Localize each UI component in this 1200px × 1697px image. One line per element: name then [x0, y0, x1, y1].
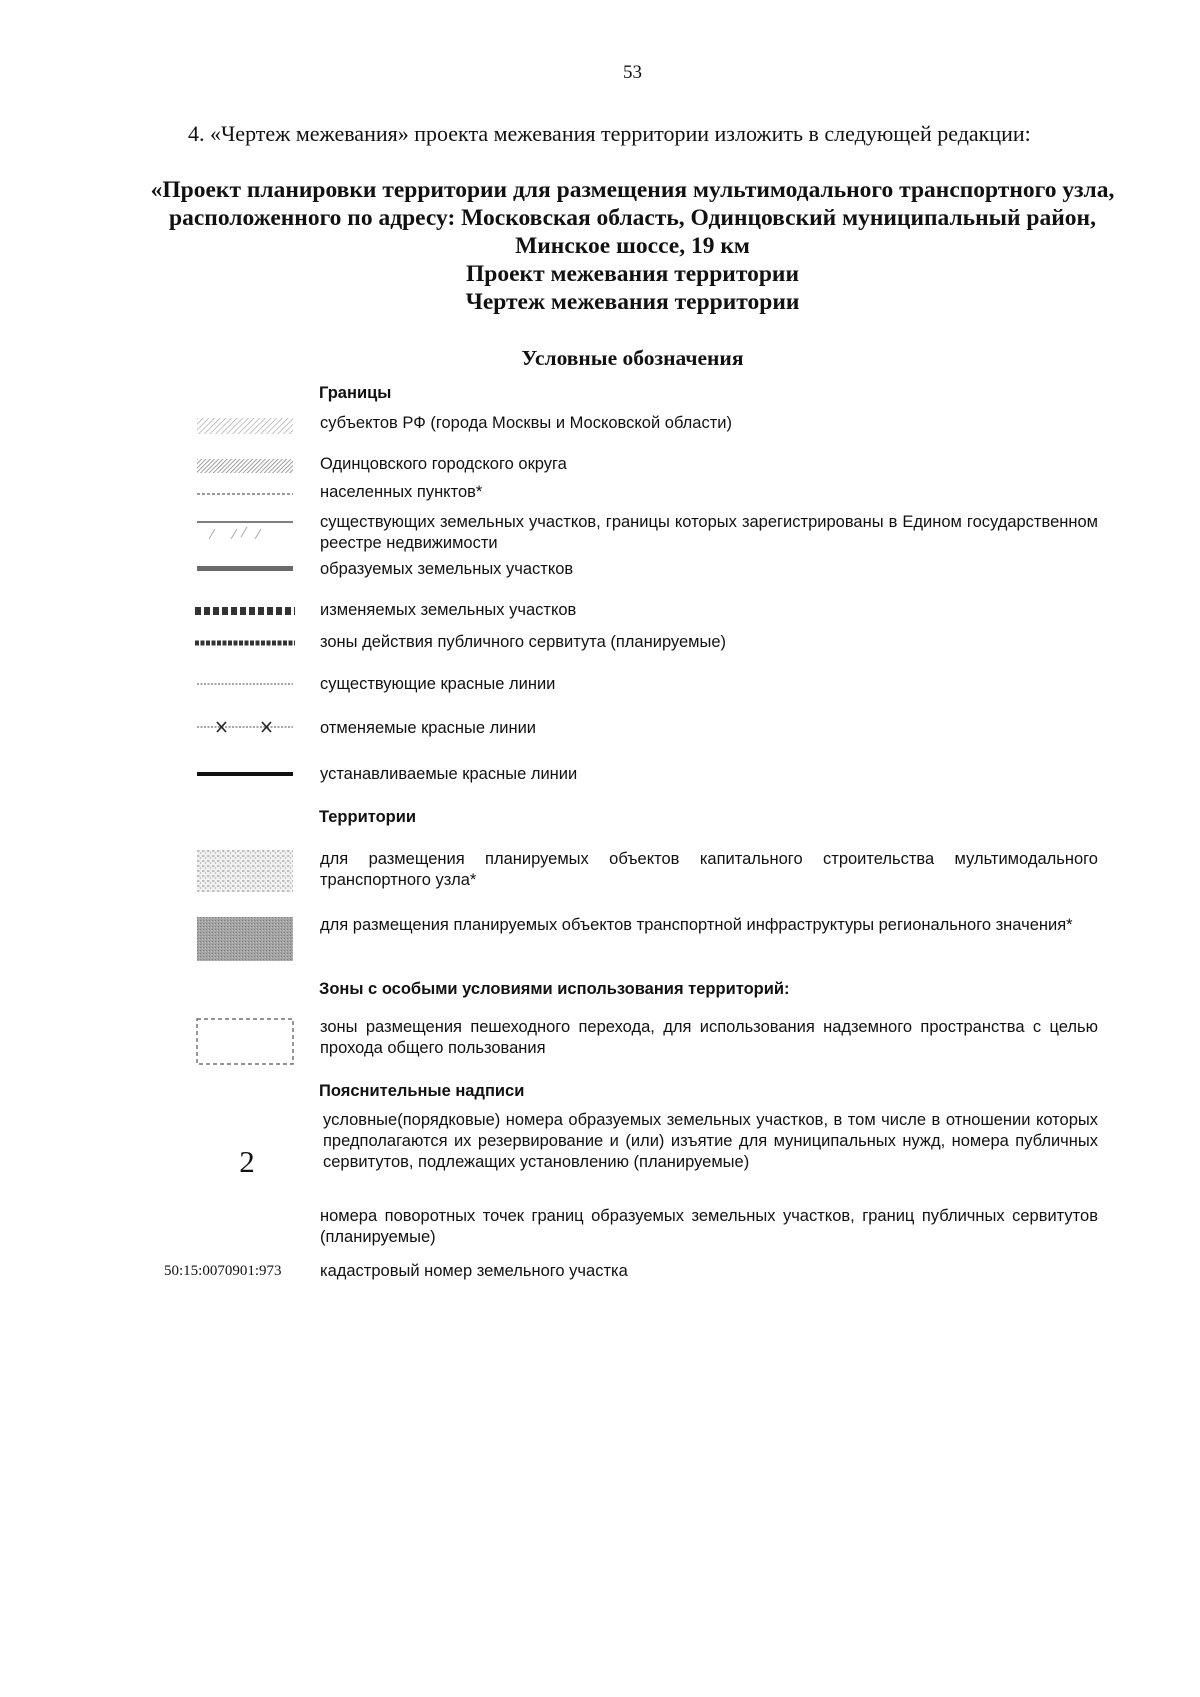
plot-number-symbol: 2	[239, 1144, 255, 1179]
cancelled-red-line-icon	[197, 719, 293, 735]
legend-item-text: номера поворотных точек границ образуемых земельных участков, границ публичных сервитутов (планируемые)	[320, 1207, 1098, 1246]
subject-boundary-icon	[197, 418, 293, 434]
legend-item-text: населенных пунктов*	[320, 483, 483, 501]
existing-plot-boundary-icon	[197, 517, 293, 543]
legend-item-text: устанавливаемые красные линии	[320, 765, 578, 783]
section-heading-territories: Территории	[319, 808, 417, 826]
legend-item-text: зоны размещения пешеходного перехода, для использования надземного пространства с целью прохода общего пользования	[320, 1018, 1098, 1057]
title-line: Чертеж межевания территории	[465, 289, 800, 315]
title-line: Минское шоссе, 19 км	[515, 233, 750, 259]
regional-transport-territory-icon	[197, 917, 293, 961]
settlement-boundary-icon	[197, 490, 293, 498]
legend-item-text: изменяемых земельных участков	[320, 601, 577, 619]
easement-zone-boundary-icon	[195, 639, 295, 647]
legend-item-text: зоны действия публичного сервитута (планируемые)	[320, 633, 727, 651]
formed-plot-boundary-icon	[197, 565, 293, 573]
existing-red-line-icon	[197, 680, 293, 688]
section-heading-boundaries: Границы	[319, 384, 392, 402]
legend-item-text: отменяемые красные линии	[320, 719, 537, 737]
legend-item-text	[320, 849, 1098, 891]
legend-item-text: Одинцовского городского округа	[320, 455, 567, 473]
section-heading-zones: Зоны с особыми условиями использования территорий:	[319, 980, 790, 998]
legend-item-text: кадастровый номер земельного участка	[320, 1262, 628, 1280]
legend-item-text-body: для размещения планируемых объектов капитального строительства мультимодального транспортного узла*	[320, 850, 1098, 889]
legend-item-text: существующих земельных участков, границы которых зарегистрированы в Едином государственном реестре недвижимости	[320, 513, 1098, 552]
changed-plot-boundary-icon	[195, 606, 295, 616]
legend-title: Условные обозначения	[521, 346, 744, 370]
page-number: 53	[623, 62, 642, 83]
title-line: расположенного по адресу: Московская область, Одинцовский муниципальный район,	[169, 205, 1096, 231]
legend-item-text: субъектов РФ (города Москвы и Московской области)	[320, 414, 732, 432]
title-line: «Проект планировки территории для размещения мультимодального транспортного узла,	[150, 177, 1115, 203]
title-line: Проект межевания территории	[466, 261, 799, 287]
transport-hub-territory-icon	[197, 850, 293, 892]
section-heading-labels: Пояснительные надписи	[319, 1082, 525, 1100]
cadastral-number-example: 50:15:0070901:973	[164, 1263, 282, 1279]
established-red-line-icon	[197, 770, 293, 778]
document-title	[120, 176, 1145, 316]
district-boundary-icon	[197, 459, 293, 473]
legend-item-text: условные(порядковые) номера образуемых земельных участков, в том числе в отношении которых предполагаются их резервирование и (или) изъятие для муниципальных нужд, номера публичных сервитутов, подлежащих установлению (планируемые)	[323, 1111, 1098, 1171]
legend-item-text: образуемых земельных участков	[320, 560, 574, 578]
legend-item-text: для размещения планируемых объектов транспортной инфраструктуры регионального значения*	[320, 916, 1073, 934]
legend-item-text: существующие красные линии	[320, 675, 556, 693]
intro-paragraph: 4. «Чертеж межевания» проекта межевания территории изложить в следующей редакции:	[188, 121, 1031, 146]
pedestrian-crossing-zone-icon	[196, 1018, 294, 1065]
